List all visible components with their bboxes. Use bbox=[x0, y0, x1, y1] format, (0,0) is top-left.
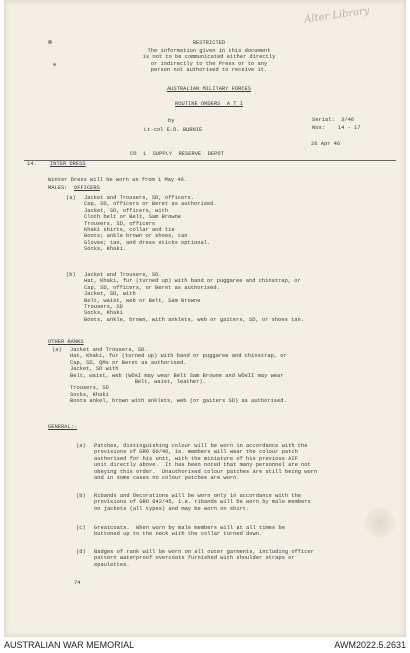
item-intro: Winter Dress will be worn as from 1 May 46. bbox=[48, 177, 188, 183]
officers-a-label: (a) bbox=[66, 195, 76, 201]
security-heading: RESTRICTED bbox=[192, 40, 226, 46]
document-page bbox=[4, 0, 406, 637]
punch-hole bbox=[53, 63, 56, 66]
general-b-label: (b) bbox=[76, 493, 86, 499]
general-d-text: Badges of rank will be worn on all outer garments, including officer pattern waterproof overcoats furnished with shoulder straps or epaulettes. bbox=[94, 549, 314, 568]
general-d-label: (d) bbox=[76, 549, 86, 555]
footer-institution: AUSTRALIAN WAR MEMORIAL bbox=[4, 640, 135, 650]
officers-b-label: (b) bbox=[66, 272, 76, 278]
serial-number: Serial: 3/46 bbox=[312, 117, 355, 123]
general-label: GENERAL:- bbox=[48, 424, 78, 430]
general-a-text: Patches, distinguishing colour will be worn in accordance with the provisions of GRO 60/46, ie. members will wear the colour patch authorised for his unit, with the miniature of his previous AIF unit directly above. It has been noted that many personnel are not obeying this order. Unauthorised colour patches are still being worn and in some cases no colour patches are worn. bbox=[94, 443, 318, 482]
item-title: INTER DRESS bbox=[50, 161, 86, 167]
officers-a-text: Jacket and Trousers, SD, officers. Cap, SD, officers or Beret as authorised. Jacket, SD, officers, with Cloth belt or Belt, Sam Browne Trousers, SD, officers Khaki shirts, collar and tie Boots; ankle brown or shoes, tan Gloves; tan, and dress sticks optional. Socks, Khaki. bbox=[84, 195, 217, 253]
order-numbers: Nos: 14 - 17 bbox=[312, 125, 361, 131]
general-c-text: Greatcoats. When worn by male members will at all times be buttoned up to the neck with the collar turned down. bbox=[94, 525, 285, 538]
general-a-label: (a) bbox=[76, 443, 86, 449]
general-c-label: (c) bbox=[76, 525, 86, 531]
footer-accession-number: AWM2022.5.2631 bbox=[334, 640, 406, 650]
page-mark: 74 bbox=[74, 580, 81, 586]
other-ranks-text: Jacket and Trousers, SD. Hat, Khaki, fur (turned up) with band or puggaree and chinstrap, or Cap, SD, QMs or Beret as authorised. Jacket, SD with Belt, waist, web (WOsI may wear Belt Sam Browne and WOsII may wear Belt, waist, leather). Trousers, SD Socks, Khaki Boots ankel, brown with anklets, web (or gaiters SD) as authorised. bbox=[70, 347, 287, 405]
by-line: by bbox=[168, 118, 175, 124]
security-notice: The information given in this document is not to be communicated either directly or indirectly to the Press or to any person not authorised to receive it. bbox=[142, 48, 276, 74]
handwritten-annotation: Alter Library bbox=[303, 5, 371, 26]
item-number: 14. bbox=[27, 161, 37, 167]
force-heading: AUSTRALIAN MILITARY FORCES bbox=[166, 86, 252, 92]
paper-stain bbox=[365, 508, 395, 538]
order-title: ROUTINE ORDERS A T I bbox=[175, 101, 243, 107]
issuing-officer: Lt-col E.D. BURNIE bbox=[144, 127, 203, 133]
general-b-text: Ribands and Decorations will be worn only in accordance with the provisions of GRO 042/45, i.e. ribands will be worn by male members on jackets (all types) and may be worn on shirt. bbox=[94, 493, 311, 512]
males-label: MALES: bbox=[48, 185, 68, 191]
other-ranks-a-label: (a) bbox=[52, 347, 62, 353]
archive-footer bbox=[0, 637, 410, 653]
other-ranks-label: OTHER RANKS bbox=[48, 339, 84, 345]
punch-hole bbox=[48, 40, 52, 44]
officers-label: OFFICERS bbox=[74, 185, 100, 191]
officers-b-text: Jacket and Trousers, SD. Hat, Khaki, fur (turned up) with band or puggaree and chinstrap, or Cap, SD, officers, or Beret as authorised. Jacket, SD, with Belt, waist, web or Belt, Sam Browne Trousers, SD Socks, Khaki Boots, ankle, brown, with anklets, web or gaiters, SD, or shoes tan. bbox=[84, 272, 304, 323]
order-date: 26 Apr 46 bbox=[311, 141, 341, 147]
unit-name: CO 1 SUPPLY RESERVE DEPOT bbox=[130, 151, 224, 157]
